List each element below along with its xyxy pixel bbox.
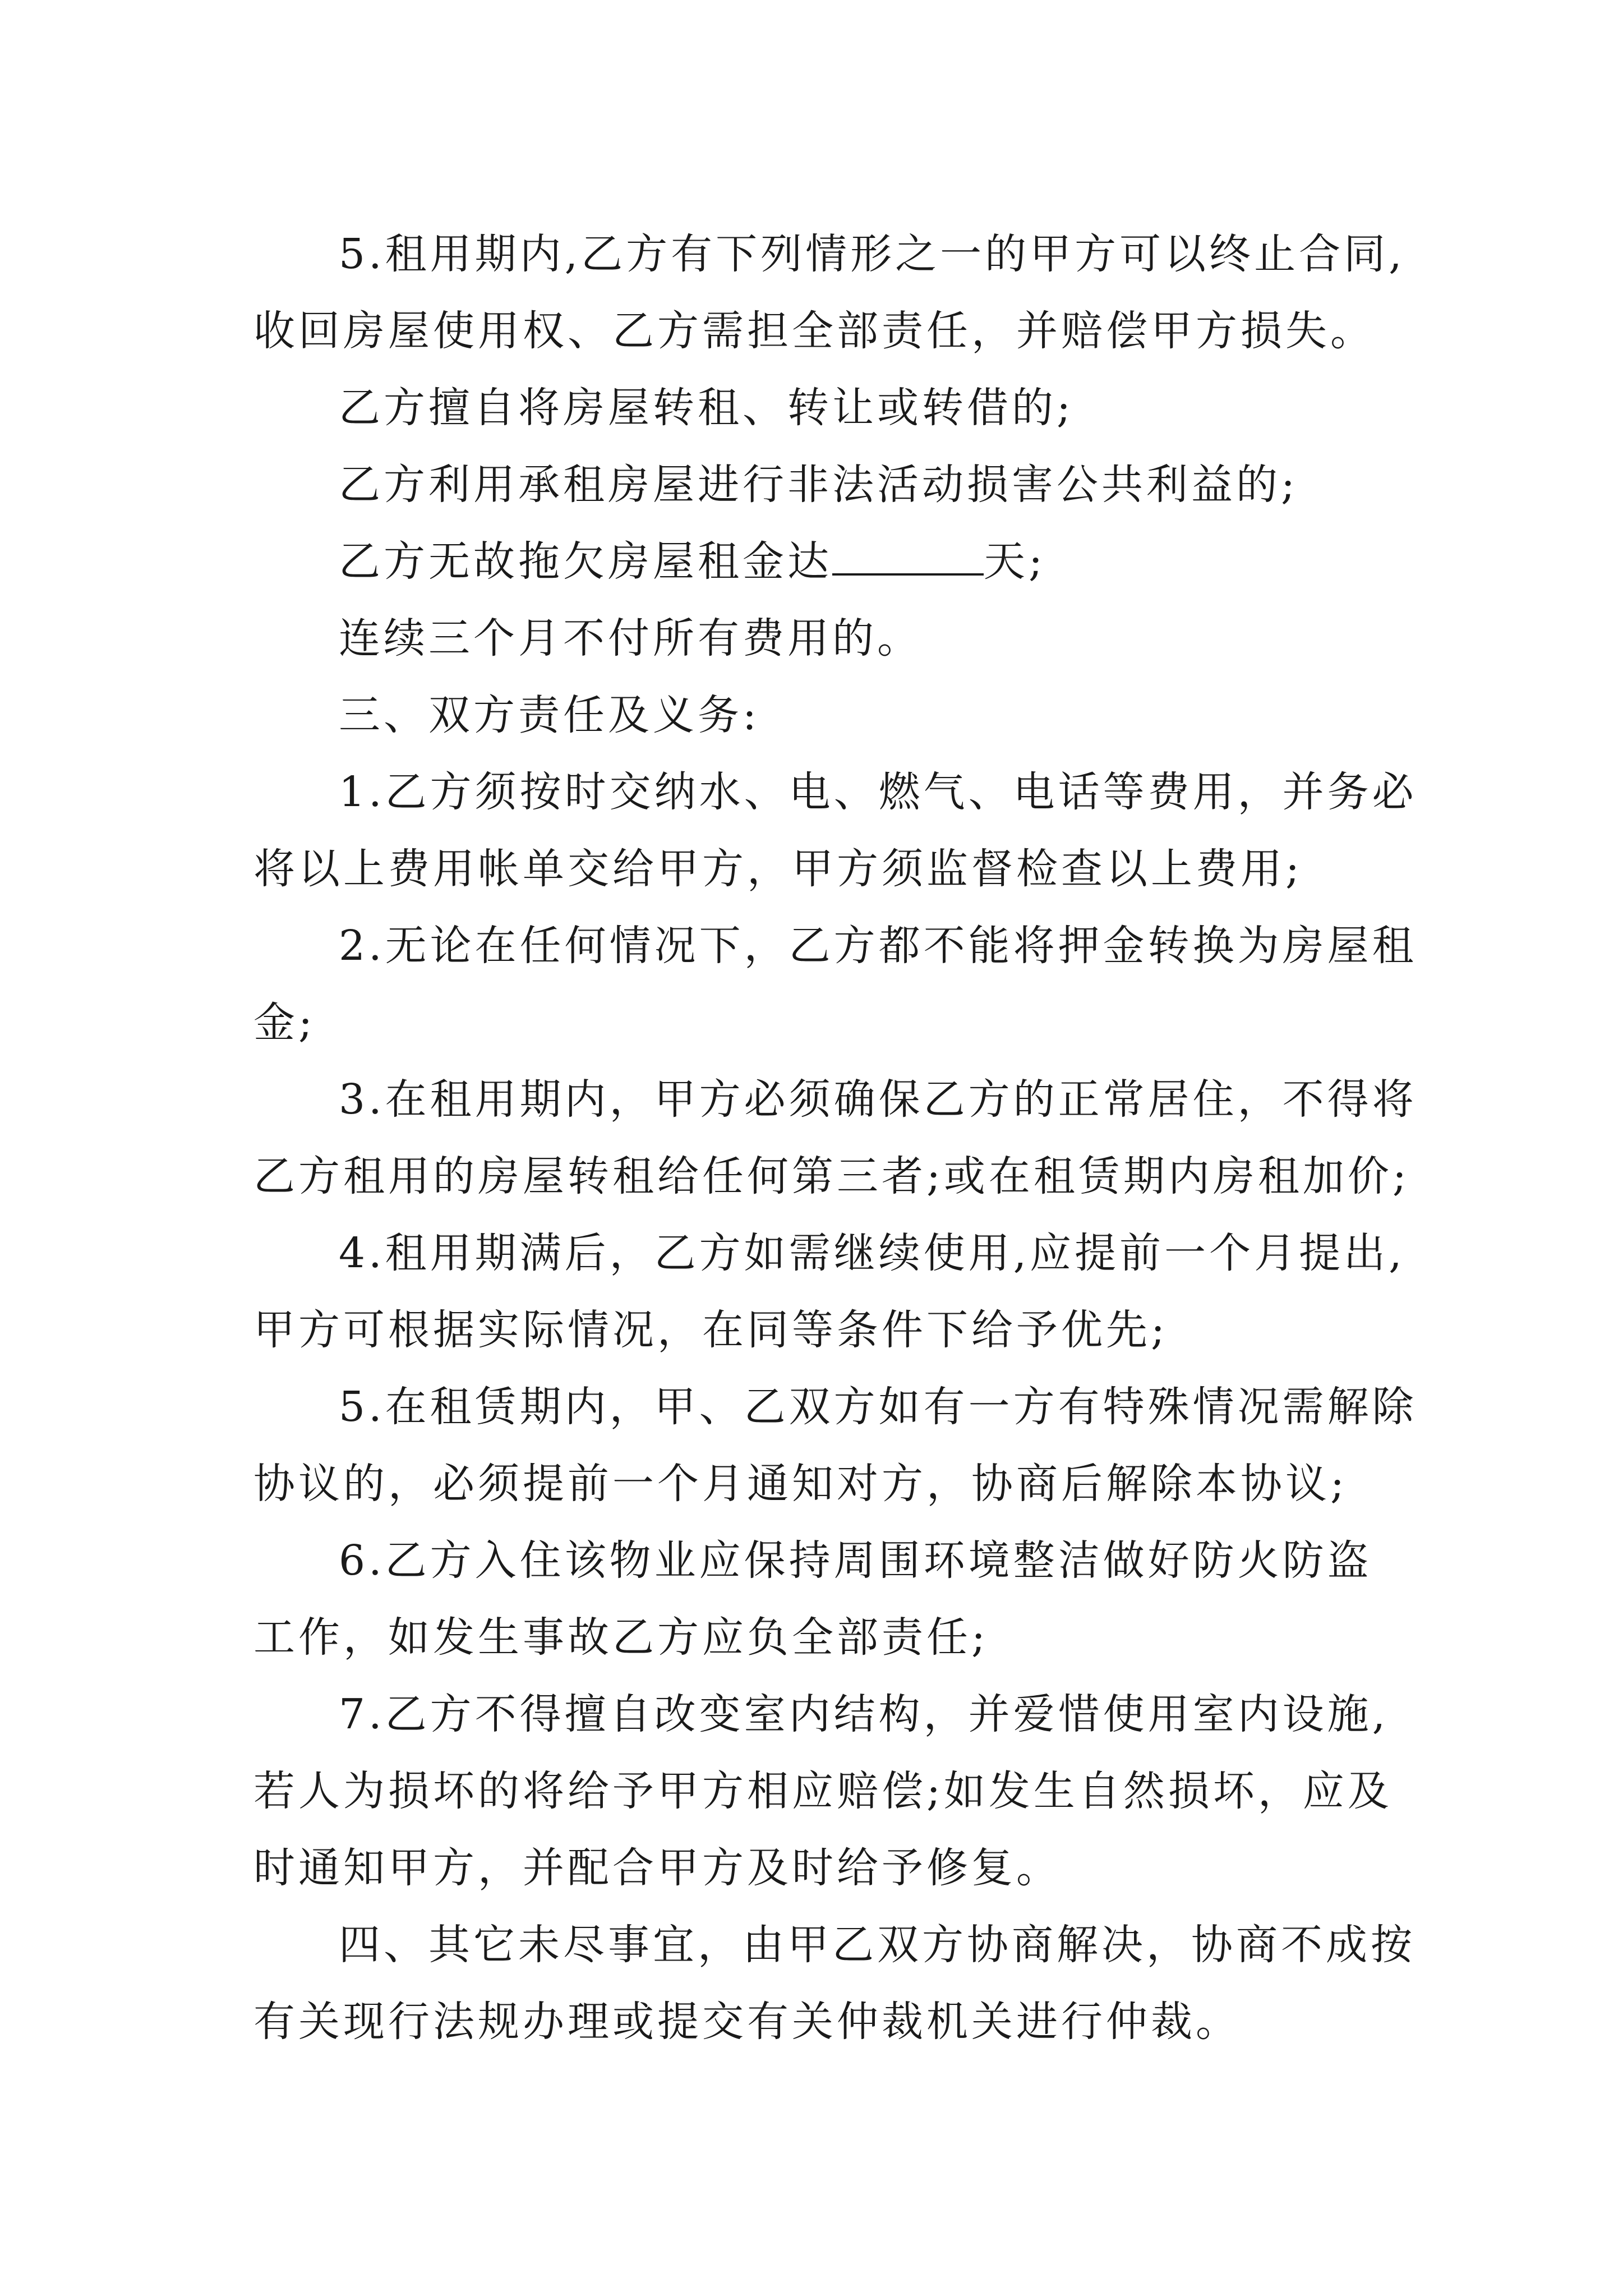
paragraph-line: 金;	[253, 999, 316, 1047]
paragraph-line: 3.在租用期内，甲方必须确保乙方的正常居住，不得将	[339, 1075, 1417, 1124]
paragraph-line: 乙方擅自将房屋转租、转让或转借的;	[339, 384, 1074, 432]
rent-arrears-text: 乙方无故拖欠房屋租金达	[339, 537, 832, 586]
rent-arrears-unit: 天;	[984, 537, 1046, 586]
paragraph-line: 时通知甲方，并配合甲方及时给予修复。	[253, 1844, 1061, 1892]
paragraph-line: 若人为损坏的将给予甲方相应赔偿;如发生自然损坏，应及	[253, 1767, 1393, 1815]
paragraph-line	[253, 523, 1431, 600]
paragraph-line: 2.无论在任何情况下，乙方都不能将押金转换为房屋租	[339, 922, 1417, 970]
paragraph-line: 乙方利用承租房屋进行非法活动损害公共利益的;	[339, 461, 1298, 509]
paragraph-line: 5.租用期内,乙方有下列情形之一的甲方可以终止合同,	[339, 230, 1405, 278]
fill-in-blank	[832, 540, 984, 576]
paragraph-line: 协议的，必须提前一个月通知对方，协商后解除本协议;	[253, 1460, 1348, 1508]
paragraph-line: 1.乙方须按时交纳水、电、燃气、电话等费用，并务必	[339, 768, 1417, 816]
paragraph-line: 将以上费用帐单交给甲方，甲方须监督检查以上费用;	[253, 845, 1303, 893]
paragraph-line: 4.租用期满后，乙方如需继续使用,应提前一个月提出,	[339, 1229, 1405, 1277]
paragraph-line: 有关现行法规办理或提交有关仲裁机关进行仲裁。	[253, 1998, 1241, 2046]
paragraph-line: 收回房屋使用权、乙方需担全部责任，并赔偿甲方损失。	[253, 307, 1375, 355]
paragraph-line: 连续三个月不付所有费用的。	[339, 614, 922, 662]
paragraph-line: 甲方可根据实际情况，在同等条件下给予优先;	[253, 1306, 1168, 1354]
paragraph-line: 乙方租用的房屋转租给任何第三者;或在租赁期内房租加价;	[253, 1152, 1410, 1200]
paragraph-line: 7.乙方不得擅自改变室内结构，并爱惜使用室内设施,	[339, 1690, 1389, 1738]
paragraph-line: 6.乙方入住该物业应保持周围环境整洁做好防火防盗	[339, 1536, 1372, 1585]
section-heading: 四、其它未尽事宜，由甲乙双方协商解决，协商不成按	[339, 1921, 1415, 1969]
section-heading: 三、双方责任及义务:	[339, 691, 760, 739]
paragraph-line: 5.在租赁期内，甲、乙双方如有一方有特殊情况需解除	[339, 1383, 1417, 1431]
document-body	[253, 216, 1431, 2060]
paragraph-line: 工作，如发生事故乙方应负全部责任;	[253, 1613, 989, 1662]
